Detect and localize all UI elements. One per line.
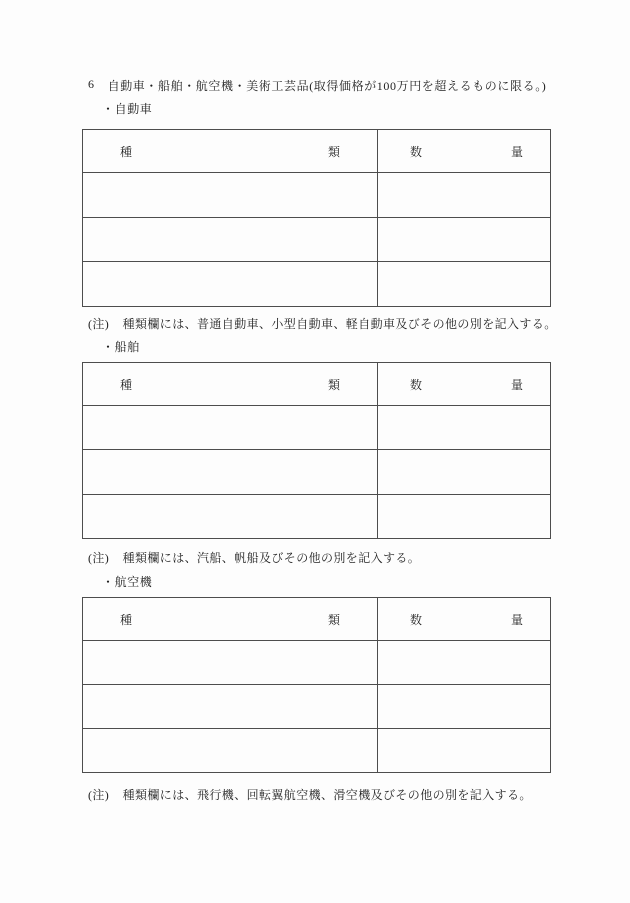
note-prefix: (注) [88,551,110,565]
quantity-header-cell [378,598,550,640]
table-empty-row [83,494,550,538]
table-empty-row [83,172,550,217]
aircraft-note [88,786,532,803]
table-header-row [83,598,550,640]
subsection-label-automobile: ・自動車 [102,102,153,116]
type-header-cell [83,130,378,172]
type-entry-cell [83,495,378,538]
quantity-header-last-char: 量 [510,144,523,159]
table-header-row [83,363,550,405]
table-empty-row [83,684,550,728]
type-header-first-char: 種 [120,612,133,627]
quantity-entry-cell [378,218,550,262]
note-text: 種類欄には、汽船、帆船及びその他の別を記入する。 [122,551,421,565]
automobile-note [88,315,557,332]
quantity-entry-cell [378,406,550,449]
note-prefix: (注) [88,317,110,331]
quantity-entry-cell [378,262,550,306]
type-entry-cell [83,685,378,728]
quantity-header-last-char: 量 [510,612,523,627]
type-entry-cell [83,641,378,684]
note-text: 種類欄には、普通自動車、小型自動車、軽自動車及びその他の別を記入する。 [122,317,557,331]
automobile-table [82,129,551,307]
quantity-header-first-char: 数 [410,377,423,392]
type-header-last-char: 類 [327,377,340,392]
subsection-label-ship: ・船舶 [102,340,140,354]
type-header-first-char: 種 [120,377,133,392]
quantity-entry-cell [378,495,550,538]
type-header-first-char: 種 [120,144,133,159]
quantity-entry-cell [378,173,550,217]
quantity-header-cell [378,130,550,172]
aircraft-table [82,597,551,773]
type-header-last-char: 類 [327,144,340,159]
table-empty-row [83,405,550,449]
quantity-entry-cell [378,729,550,772]
ship-table [82,362,551,539]
subsection-label-aircraft: ・航空機 [102,575,153,589]
type-entry-cell [83,729,378,772]
table-empty-row [83,640,550,684]
table-empty-row [83,261,550,306]
table-empty-row [83,217,550,262]
type-entry-cell [83,218,378,262]
quantity-header-last-char: 量 [510,377,523,392]
quantity-entry-cell [378,641,550,684]
type-entry-cell [83,173,378,217]
heading-number: 6 [88,77,95,91]
section-heading [88,77,546,94]
table-empty-row [83,449,550,493]
note-prefix: (注) [88,788,110,802]
table-empty-row [83,728,550,772]
heading-text: 自動車・船舶・航空機・美術工芸品(取得価格が100万円を超えるものに限る。) [107,79,547,93]
quantity-header-cell [378,363,550,405]
type-entry-cell [83,262,378,306]
table-header-row [83,130,550,172]
quantity-header-first-char: 数 [410,612,423,627]
ship-note [88,549,420,566]
note-text: 種類欄には、飛行機、回転翼航空機、滑空機及びその他の別を記入する。 [122,788,532,802]
type-header-last-char: 類 [327,612,340,627]
type-entry-cell [83,406,378,449]
quantity-header-first-char: 数 [410,144,423,159]
type-entry-cell [83,450,378,493]
type-header-cell [83,363,378,405]
type-header-cell [83,598,378,640]
quantity-entry-cell [378,685,550,728]
quantity-entry-cell [378,450,550,493]
